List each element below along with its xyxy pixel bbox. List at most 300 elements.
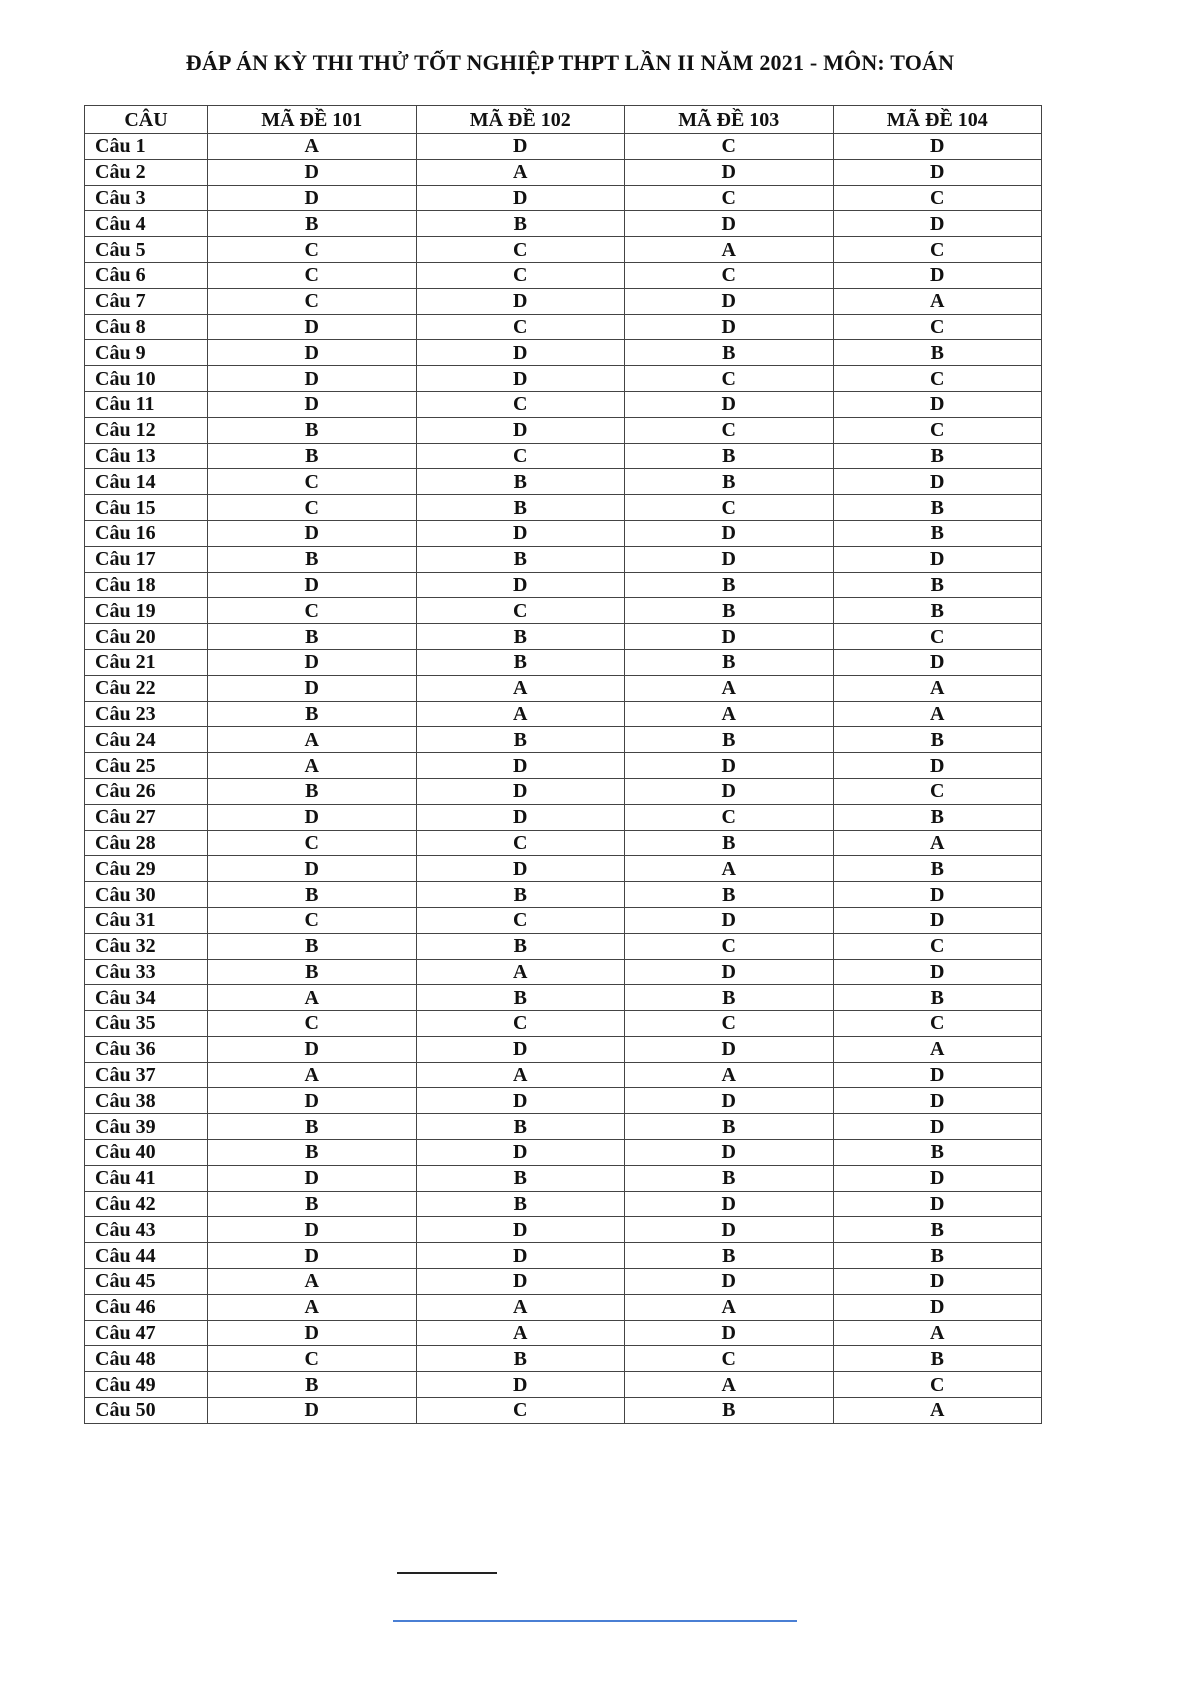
answer-cell: B (208, 417, 417, 443)
answer-cell: B (208, 701, 417, 727)
table-row (85, 211, 1042, 237)
answer-cell: A (416, 701, 625, 727)
answer-cell: D (625, 159, 834, 185)
answer-cell: C (833, 314, 1042, 340)
table-row (85, 1036, 1042, 1062)
answer-cell: B (416, 469, 625, 495)
answer-cell: D (625, 1191, 834, 1217)
link-underline (393, 1620, 797, 1622)
answer-cell: A (416, 1320, 625, 1346)
answer-cell: D (416, 417, 625, 443)
answer-cell: D (625, 1269, 834, 1295)
answer-cell: C (416, 1398, 625, 1424)
answer-cell: C (833, 1372, 1042, 1398)
answer-cell: C (625, 262, 834, 288)
answer-cell: C (833, 1011, 1042, 1037)
question-number: Câu 36 (85, 1036, 208, 1062)
answer-cell: B (416, 211, 625, 237)
question-number: Câu 13 (85, 443, 208, 469)
answer-cell: A (833, 1398, 1042, 1424)
question-number: Câu 26 (85, 778, 208, 804)
answer-cell: A (208, 727, 417, 753)
question-number: Câu 7 (85, 288, 208, 314)
question-number: Câu 24 (85, 727, 208, 753)
answer-cell: D (416, 753, 625, 779)
table-row (85, 340, 1042, 366)
answer-cell: C (625, 417, 834, 443)
answer-cell: B (416, 1191, 625, 1217)
answer-cell: D (833, 159, 1042, 185)
answer-cell: B (625, 727, 834, 753)
answer-cell: B (416, 985, 625, 1011)
answer-cell: D (625, 907, 834, 933)
question-number: Câu 39 (85, 1114, 208, 1140)
answer-cell: C (833, 185, 1042, 211)
answer-cell: C (625, 134, 834, 160)
answer-cell: A (833, 830, 1042, 856)
answer-cell: D (625, 546, 834, 572)
answer-cell: D (833, 649, 1042, 675)
question-number: Câu 42 (85, 1191, 208, 1217)
answer-cell: C (625, 1011, 834, 1037)
answer-cell: A (833, 701, 1042, 727)
question-number: Câu 21 (85, 649, 208, 675)
answer-cell: A (833, 1320, 1042, 1346)
answer-cell: D (833, 959, 1042, 985)
answer-cell: B (416, 1114, 625, 1140)
header-code-104: MÃ ĐỀ 104 (833, 106, 1042, 134)
answer-cell: B (416, 495, 625, 521)
answer-cell: A (416, 1294, 625, 1320)
answer-cell: D (833, 211, 1042, 237)
answer-cell: A (833, 1036, 1042, 1062)
answer-cell: D (208, 314, 417, 340)
answer-cell: D (833, 391, 1042, 417)
answer-cell: B (208, 624, 417, 650)
answer-cell: D (416, 804, 625, 830)
table-row (85, 1243, 1042, 1269)
question-number: Câu 9 (85, 340, 208, 366)
question-number: Câu 3 (85, 185, 208, 211)
table-row (85, 495, 1042, 521)
answer-cell: D (833, 1165, 1042, 1191)
answer-cell: B (208, 1191, 417, 1217)
answer-cell: D (625, 753, 834, 779)
answer-cell: D (416, 572, 625, 598)
table-row (85, 1114, 1042, 1140)
answer-cell: C (208, 237, 417, 263)
answer-cell: C (416, 907, 625, 933)
answer-cell: D (625, 959, 834, 985)
question-number: Câu 38 (85, 1088, 208, 1114)
question-number: Câu 2 (85, 159, 208, 185)
answer-cell: B (625, 469, 834, 495)
question-number: Câu 31 (85, 907, 208, 933)
answer-cell: D (625, 1036, 834, 1062)
answer-cell: A (625, 675, 834, 701)
question-number: Câu 27 (85, 804, 208, 830)
answer-cell: D (208, 1165, 417, 1191)
answer-cell: D (625, 1320, 834, 1346)
answer-cell: D (833, 753, 1042, 779)
answer-cell: B (625, 985, 834, 1011)
answer-cell: B (833, 340, 1042, 366)
header-code-102: MÃ ĐỀ 102 (416, 106, 625, 134)
table-row (85, 959, 1042, 985)
answer-cell: B (833, 1140, 1042, 1166)
table-row (85, 778, 1042, 804)
answer-cell: B (625, 882, 834, 908)
answer-cell: B (625, 1398, 834, 1424)
table-row (85, 366, 1042, 392)
answer-cell: B (416, 546, 625, 572)
answer-cell: D (416, 340, 625, 366)
question-number: Câu 23 (85, 701, 208, 727)
question-number: Câu 50 (85, 1398, 208, 1424)
answer-rows (85, 134, 1042, 1424)
answer-cell: D (416, 1243, 625, 1269)
answer-cell: D (625, 1140, 834, 1166)
answer-cell: D (208, 1036, 417, 1062)
table-row (85, 856, 1042, 882)
table-row (85, 753, 1042, 779)
answer-cell: D (416, 520, 625, 546)
answer-cell: D (416, 1372, 625, 1398)
answer-cell: C (208, 830, 417, 856)
answer-cell: D (208, 1217, 417, 1243)
question-number: Câu 37 (85, 1062, 208, 1088)
answer-cell: D (416, 1036, 625, 1062)
question-number: Câu 14 (85, 469, 208, 495)
answer-cell: B (833, 1217, 1042, 1243)
table-row (85, 804, 1042, 830)
answer-cell: B (833, 804, 1042, 830)
answer-cell: D (833, 262, 1042, 288)
answer-cell: B (833, 495, 1042, 521)
divider-line (397, 1572, 497, 1574)
answer-cell: D (416, 1088, 625, 1114)
answer-cell: A (833, 288, 1042, 314)
answer-cell: B (416, 1346, 625, 1372)
answer-cell: B (625, 1114, 834, 1140)
table-row (85, 469, 1042, 495)
table-row (85, 443, 1042, 469)
answer-cell: A (416, 159, 625, 185)
question-number: Câu 16 (85, 520, 208, 546)
answer-cell: B (416, 1165, 625, 1191)
answer-cell: C (833, 417, 1042, 443)
answer-cell: B (833, 443, 1042, 469)
answer-cell: B (208, 1114, 417, 1140)
answer-cell: D (416, 134, 625, 160)
answer-cell: D (208, 391, 417, 417)
question-number: Câu 48 (85, 1346, 208, 1372)
answer-cell: B (208, 882, 417, 908)
answer-cell: B (625, 649, 834, 675)
question-number: Câu 43 (85, 1217, 208, 1243)
table-row (85, 1062, 1042, 1088)
table-row (85, 159, 1042, 185)
question-number: Câu 15 (85, 495, 208, 521)
question-number: Câu 20 (85, 624, 208, 650)
table-row (85, 727, 1042, 753)
answer-cell: B (833, 985, 1042, 1011)
answer-cell: D (833, 546, 1042, 572)
answer-cell: C (833, 366, 1042, 392)
answer-cell: D (208, 1320, 417, 1346)
answer-cell: A (625, 1372, 834, 1398)
table-row (85, 1294, 1042, 1320)
table-row (85, 391, 1042, 417)
table-row (85, 1320, 1042, 1346)
answer-cell: C (416, 443, 625, 469)
question-number: Câu 32 (85, 933, 208, 959)
answer-cell: B (416, 727, 625, 753)
answer-cell: A (416, 1062, 625, 1088)
answer-cell: D (208, 340, 417, 366)
answer-cell: D (833, 1294, 1042, 1320)
answer-cell: B (208, 443, 417, 469)
table-row (85, 1398, 1042, 1424)
answer-cell: D (833, 1191, 1042, 1217)
document-title: ĐÁP ÁN KỲ THI THỬ TỐT NGHIỆP THPT LẦN II NĂM 2021 - MÔN: TOÁN (185, 50, 955, 75)
question-number: Câu 47 (85, 1320, 208, 1346)
answer-cell: D (208, 675, 417, 701)
answer-cell: D (625, 391, 834, 417)
answer-cell: C (208, 907, 417, 933)
table-header-row (85, 106, 1042, 134)
answer-cell: D (625, 520, 834, 546)
answer-cell: C (833, 237, 1042, 263)
table-row (85, 417, 1042, 443)
answer-cell: D (625, 1217, 834, 1243)
answer-cell: B (833, 727, 1042, 753)
answer-cell: D (208, 366, 417, 392)
answer-cell: D (416, 1269, 625, 1295)
answer-cell: D (208, 159, 417, 185)
answer-cell: C (625, 185, 834, 211)
table-row (85, 907, 1042, 933)
answer-cell: D (625, 314, 834, 340)
question-number: Câu 1 (85, 134, 208, 160)
table-row (85, 882, 1042, 908)
answer-cell: A (208, 1062, 417, 1088)
answer-cell: B (416, 649, 625, 675)
table-row (85, 598, 1042, 624)
answer-cell: B (208, 1372, 417, 1398)
table-row (85, 1217, 1042, 1243)
table-row (85, 675, 1042, 701)
question-number: Câu 29 (85, 856, 208, 882)
question-number: Câu 34 (85, 985, 208, 1011)
answer-cell: D (833, 1114, 1042, 1140)
question-number: Câu 8 (85, 314, 208, 340)
answer-cell: C (416, 598, 625, 624)
answer-cell: B (833, 520, 1042, 546)
answer-cell: B (208, 933, 417, 959)
question-number: Câu 44 (85, 1243, 208, 1269)
question-number: Câu 30 (85, 882, 208, 908)
table-row (85, 314, 1042, 340)
table-row (85, 1140, 1042, 1166)
answer-cell: B (625, 572, 834, 598)
answer-cell: B (833, 1346, 1042, 1372)
header-question: CÂU (85, 106, 208, 134)
table-row (85, 288, 1042, 314)
question-number: Câu 17 (85, 546, 208, 572)
question-number: Câu 35 (85, 1011, 208, 1037)
table-row (85, 134, 1042, 160)
answer-cell: C (416, 262, 625, 288)
answer-cell: A (208, 985, 417, 1011)
table-row (85, 624, 1042, 650)
question-number: Câu 33 (85, 959, 208, 985)
header-code-103: MÃ ĐỀ 103 (625, 106, 834, 134)
question-number: Câu 45 (85, 1269, 208, 1295)
answer-cell: D (625, 211, 834, 237)
question-number: Câu 41 (85, 1165, 208, 1191)
answer-cell: C (208, 469, 417, 495)
answer-cell: B (208, 546, 417, 572)
table-row (85, 237, 1042, 263)
question-number: Câu 6 (85, 262, 208, 288)
table-row (85, 830, 1042, 856)
answer-cell: C (208, 495, 417, 521)
question-number: Câu 10 (85, 366, 208, 392)
table-row (85, 1165, 1042, 1191)
answer-cell: B (625, 443, 834, 469)
answer-cell: D (625, 624, 834, 650)
answer-cell: A (208, 134, 417, 160)
table-row (85, 572, 1042, 598)
answer-cell: A (625, 701, 834, 727)
answer-cell: D (416, 288, 625, 314)
answer-cell: C (625, 495, 834, 521)
answer-cell: B (833, 856, 1042, 882)
answer-cell: D (625, 778, 834, 804)
table-row (85, 1269, 1042, 1295)
answer-cell: B (625, 830, 834, 856)
answer-cell: C (833, 624, 1042, 650)
answer-cell: C (625, 933, 834, 959)
table-row (85, 546, 1042, 572)
answer-cell: B (625, 1243, 834, 1269)
answer-cell: C (833, 778, 1042, 804)
header-code-101: MÃ ĐỀ 101 (208, 106, 417, 134)
answer-cell: B (208, 211, 417, 237)
answer-cell: D (625, 1088, 834, 1114)
question-number: Câu 18 (85, 572, 208, 598)
table-row (85, 933, 1042, 959)
answer-cell: B (208, 1140, 417, 1166)
question-number: Câu 19 (85, 598, 208, 624)
table-row (85, 985, 1042, 1011)
answer-cell: A (208, 753, 417, 779)
answer-cell: C (416, 391, 625, 417)
answer-cell: D (416, 1217, 625, 1243)
answer-cell: B (416, 624, 625, 650)
answer-cell: D (625, 288, 834, 314)
answer-cell: C (208, 1346, 417, 1372)
answer-cell: D (208, 1398, 417, 1424)
answer-cell: B (833, 598, 1042, 624)
answer-cell: B (625, 598, 834, 624)
table-row (85, 649, 1042, 675)
answer-key-table (84, 105, 1042, 1424)
answer-cell: D (208, 649, 417, 675)
answer-cell: D (416, 185, 625, 211)
answer-cell: A (625, 1294, 834, 1320)
table-row (85, 1011, 1042, 1037)
answer-cell: A (833, 675, 1042, 701)
answer-cell: A (625, 237, 834, 263)
answer-cell: D (416, 856, 625, 882)
answer-cell: C (208, 598, 417, 624)
answer-cell: C (625, 804, 834, 830)
table-row (85, 701, 1042, 727)
table-row (85, 1191, 1042, 1217)
answer-cell: B (416, 882, 625, 908)
answer-cell: A (416, 675, 625, 701)
table-row (85, 262, 1042, 288)
answer-cell: A (625, 856, 834, 882)
answer-cell: D (833, 907, 1042, 933)
answer-cell: B (208, 778, 417, 804)
answer-cell: D (208, 572, 417, 598)
answer-cell: C (416, 237, 625, 263)
answer-cell: B (625, 340, 834, 366)
answer-cell: C (416, 314, 625, 340)
question-number: Câu 12 (85, 417, 208, 443)
answer-cell: D (416, 366, 625, 392)
answer-cell: D (416, 1140, 625, 1166)
answer-cell: D (833, 134, 1042, 160)
answer-cell: B (416, 933, 625, 959)
answer-cell: C (833, 933, 1042, 959)
answer-cell: D (416, 778, 625, 804)
answer-cell: A (416, 959, 625, 985)
question-number: Câu 40 (85, 1140, 208, 1166)
answer-cell: C (208, 288, 417, 314)
answer-cell: D (208, 1088, 417, 1114)
answer-cell: B (625, 1165, 834, 1191)
table-row (85, 520, 1042, 546)
answer-cell: D (833, 1088, 1042, 1114)
answer-cell: A (208, 1294, 417, 1320)
answer-cell: B (208, 959, 417, 985)
answer-cell: D (833, 469, 1042, 495)
table-row (85, 1346, 1042, 1372)
answer-cell: D (833, 882, 1042, 908)
answer-cell: C (625, 1346, 834, 1372)
answer-cell: C (416, 1011, 625, 1037)
answer-cell: D (833, 1269, 1042, 1295)
table-row (85, 1088, 1042, 1114)
question-number: Câu 46 (85, 1294, 208, 1320)
question-number: Câu 49 (85, 1372, 208, 1398)
answer-cell: C (208, 262, 417, 288)
answer-cell: C (208, 1011, 417, 1037)
question-number: Câu 28 (85, 830, 208, 856)
question-number: Câu 11 (85, 391, 208, 417)
table-row (85, 1372, 1042, 1398)
answer-cell: C (625, 366, 834, 392)
table-row (85, 185, 1042, 211)
answer-cell: A (625, 1062, 834, 1088)
question-number: Câu 25 (85, 753, 208, 779)
question-number: Câu 4 (85, 211, 208, 237)
answer-cell: B (833, 572, 1042, 598)
